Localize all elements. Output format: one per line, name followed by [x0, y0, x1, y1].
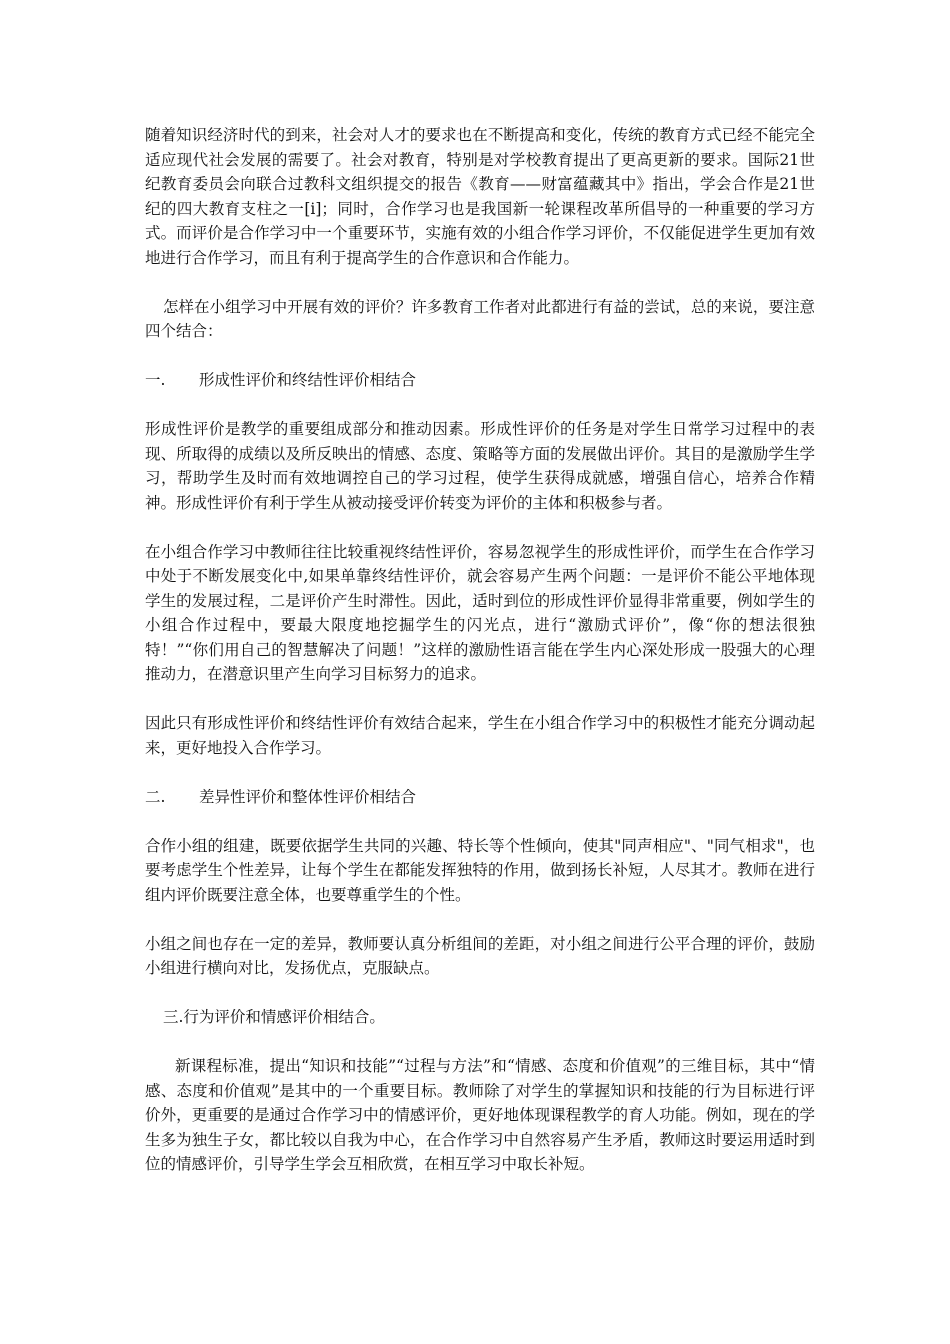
intro-paragraph: 随着知识经济时代的到来，社会对人才的要求也在不断提高和变化，传统的教育方式已经不能完全适应现代社会发展的需要了。社会对教育，特别是对学校教育提出了更高更新的要求。国际21世纪教育委员会向联合过教科文组织提交的报告《教育——财富蕴藏其中》指出，学会合作是21世纪的四大教育支柱之一[i]；同时，合作学习也是我国新一轮课程改革所倡导的一种重要的学习方式。而评价是合作学习中一个重要环节，实施有效的小组合作学习评价，不仅能促进学生更加有效地进行合作学习，而且有利于提高学生的合作意识和合作能力。 [145, 126, 815, 267]
section-number-1: 一. [145, 371, 166, 389]
section2-paragraph-1: 合作小组的组建，既要依据学生共同的兴趣、特长等个性倾向，使其"同声相应"、"同气相求"，也要考虑学生个性差异，让每个学生在都能发挥独特的作用，做到扬长补短，人尽其才。教师在进行组内评价既要注意全体，也要尊重学生的个性。 [145, 836, 815, 904]
section-title-2: 差异性评价和整体性评价相结合 [199, 787, 417, 806]
section-number-2: 二. [145, 787, 166, 806]
section1-paragraph-3: 因此只有形成性评价和终结性评价有效结合起来，学生在小组合作学习中的积极性才能充分调动起来，更好地投入合作学习。 [145, 714, 815, 757]
document-page [145, 123, 815, 1201]
section1-paragraph-2: 在小组合作学习中教师往往比较重视终结性评价，容易忽视学生的形成性评价，而学生在合作学习中处于不断发展变化中,如果单靠终结性评价，就会容易产生两个问题：一是评价不能公平地体现学生的发展过程，二是评价产生时滞性。因此，适时到位的形成性评价显得非常重要，例如学生的小组合作过程中，要最大限度地挖掘学生的闪光点，进行“激励式评价”，像“你的想法很独特！”“你们用自己的智慧解决了问题！”这样的激励性语言能在学生内心深处形成一股强大的心理推动力，在潜意识里产生向学习目标努力的追求。 [145, 542, 815, 683]
section3-paragraph-1: 新课程标准，提出“知识和技能”“过程与方法”和“情感、态度和价值观”的三维目标，其中“情感、态度和价值观”是其中的一个重要目标。教师除了对学生的掌握知识和技能的行为目标进行评价外，更重要的是通过合作学习中的情感评价，更好地体现课程教学的育人功能。例如，现在的学生多为独生子女，都比较以自我为中心，在合作学习中自然容易产生矛盾，教师这时要运用适时到位的情感评价，引导学生学会互相欣赏，在相互学习中取长补短。 [145, 1057, 815, 1173]
section2-paragraph-2: 小组之间也存在一定的差异，教师要认真分析组间的差距，对小组之间进行公平合理的评价，鼓励小组进行横向对比，发扬优点，克服缺点。 [145, 934, 815, 977]
section1-paragraph-1: 形成性评价是教学的重要组成部分和推动因素。形成性评价的任务是对学生日常学习过程中的表现、所取得的成绩以及所反映出的情感、态度、策略等方面的发展做出评价。其目的是激励学生学习，帮助学生及时而有效地调控自己的学习过程，使学生获得成就感，增强自信心，培养合作精神。形成性评价有利于学生从被动接受评价转变为评价的主体和积极参与者。 [145, 420, 815, 512]
section-heading-2 [145, 785, 815, 810]
section-heading-1 [145, 368, 815, 393]
section-title-1: 形成性评价和终结性评价相结合 [199, 371, 417, 389]
question-paragraph: 怎样在小组学习中开展有效的评价？许多教育工作者对此都进行有益的尝试，总的来说，要注意四个结合： [145, 297, 815, 340]
section-heading-3: 三.行为评价和情感评价相结合。 [163, 1008, 385, 1026]
